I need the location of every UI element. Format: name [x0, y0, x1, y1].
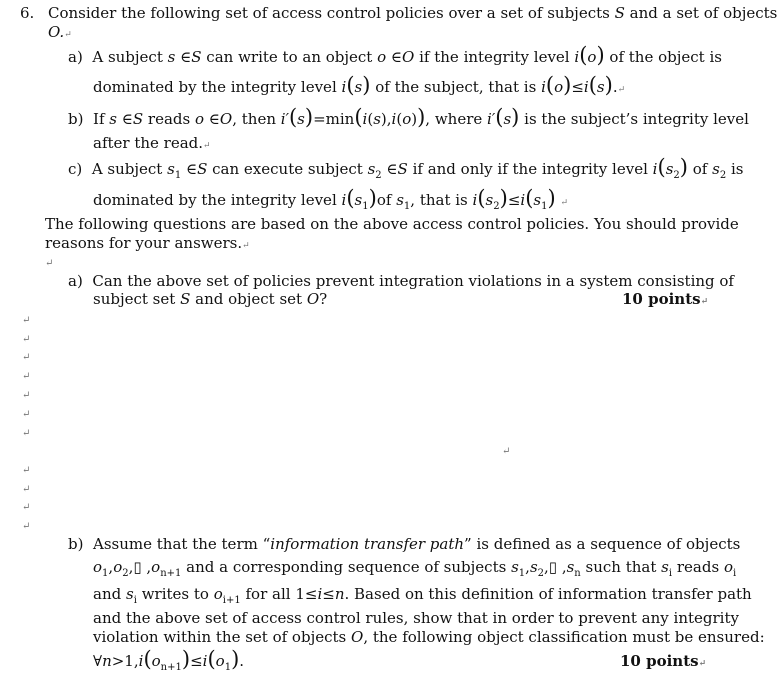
- center-mark: ↵: [502, 446, 511, 457]
- question-b-line-2: $o_1,o_2,▯$ $,o_{n+1}$ and a corresponding sequence of subjects $s_1,s_2,▯$ $,s_n$ such that $s_i$ reads $o_i$: [93, 558, 737, 579]
- intro-line-2: O.↵: [48, 23, 72, 41]
- question-b-line-1: b) Assume that the term “information transfer path” is defined as a sequence of objects: [68, 535, 741, 553]
- margin-mark: ↵: [22, 315, 31, 326]
- policy-a-line-1: a) A subject s ∈S can write to an object o ∈O if the integrity level i(o) of the object is: [68, 43, 722, 67]
- followup-line-2: reasons for your answers.↵: [45, 234, 250, 252]
- policy-b-line-1: b) If s ∈S reads o ∈O, then i′(s)=min(i(s),i(o)), where i′(s) is the subject’s integrity level: [68, 105, 749, 129]
- policy-a-line-2: dominated by the integrity level i(s) of the subject, that is i(o)≤i(s).↵: [93, 73, 626, 97]
- policy-b-line-2: after the read.↵: [93, 134, 211, 152]
- policy-c-line-2: dominated by the integrity level $i(s_1)of$ $s_1$, that is $i(s_2)\le i(s_1)$ ↵: [93, 186, 569, 212]
- margin-mark: ↵: [22, 465, 31, 476]
- margin-mark: ↵: [22, 484, 31, 495]
- margin-mark: ↵: [22, 502, 31, 513]
- question-a-points: 10 points↵: [622, 290, 709, 308]
- question-b-line-5: violation within the set of objects O, the following object classification must be ensured:: [93, 628, 765, 646]
- margin-mark: ↵: [22, 334, 31, 345]
- question-b-formula: $\forall n>1,i(o_{n+1})\le i(o_1)$.: [93, 647, 245, 673]
- paragraph-mark: ↵: [45, 258, 54, 269]
- question-a-line-2: subject set S and object set O?: [93, 290, 328, 308]
- margin-mark: ↵: [22, 428, 31, 439]
- intro-line-1: Consider the following set of access control policies over a set of subjects S and a set of objects: [48, 4, 777, 22]
- question-b-points: 10 points↵: [620, 652, 707, 670]
- margin-mark: ↵: [22, 390, 31, 401]
- margin-mark: ↵: [22, 521, 31, 532]
- margin-mark: ↵: [22, 371, 31, 382]
- question-b-line-3: and $s_i$ writes to $o_{i+1}$ for all 1≤i≤n. Based on this definition of information transfer path: [93, 585, 752, 606]
- margin-mark: ↵: [22, 409, 31, 420]
- question-a-line-1: a) Can the above set of policies prevent integration violations in a system consisting of: [68, 272, 734, 290]
- question-number: 6.: [20, 4, 35, 22]
- margin-mark: ↵: [22, 352, 31, 363]
- policy-c-line-1: c) A subject $s_1$ ∈S can execute subject $s_2$ ∈S if and only if the integrity level $i(s_2)$ of $s_2$ is: [68, 155, 744, 181]
- followup-line-1: The following questions are based on the above access control policies. You should provide: [45, 215, 739, 233]
- question-b-line-4: and the above set of access control rules, show that in order to prevent any integrity: [93, 609, 739, 627]
